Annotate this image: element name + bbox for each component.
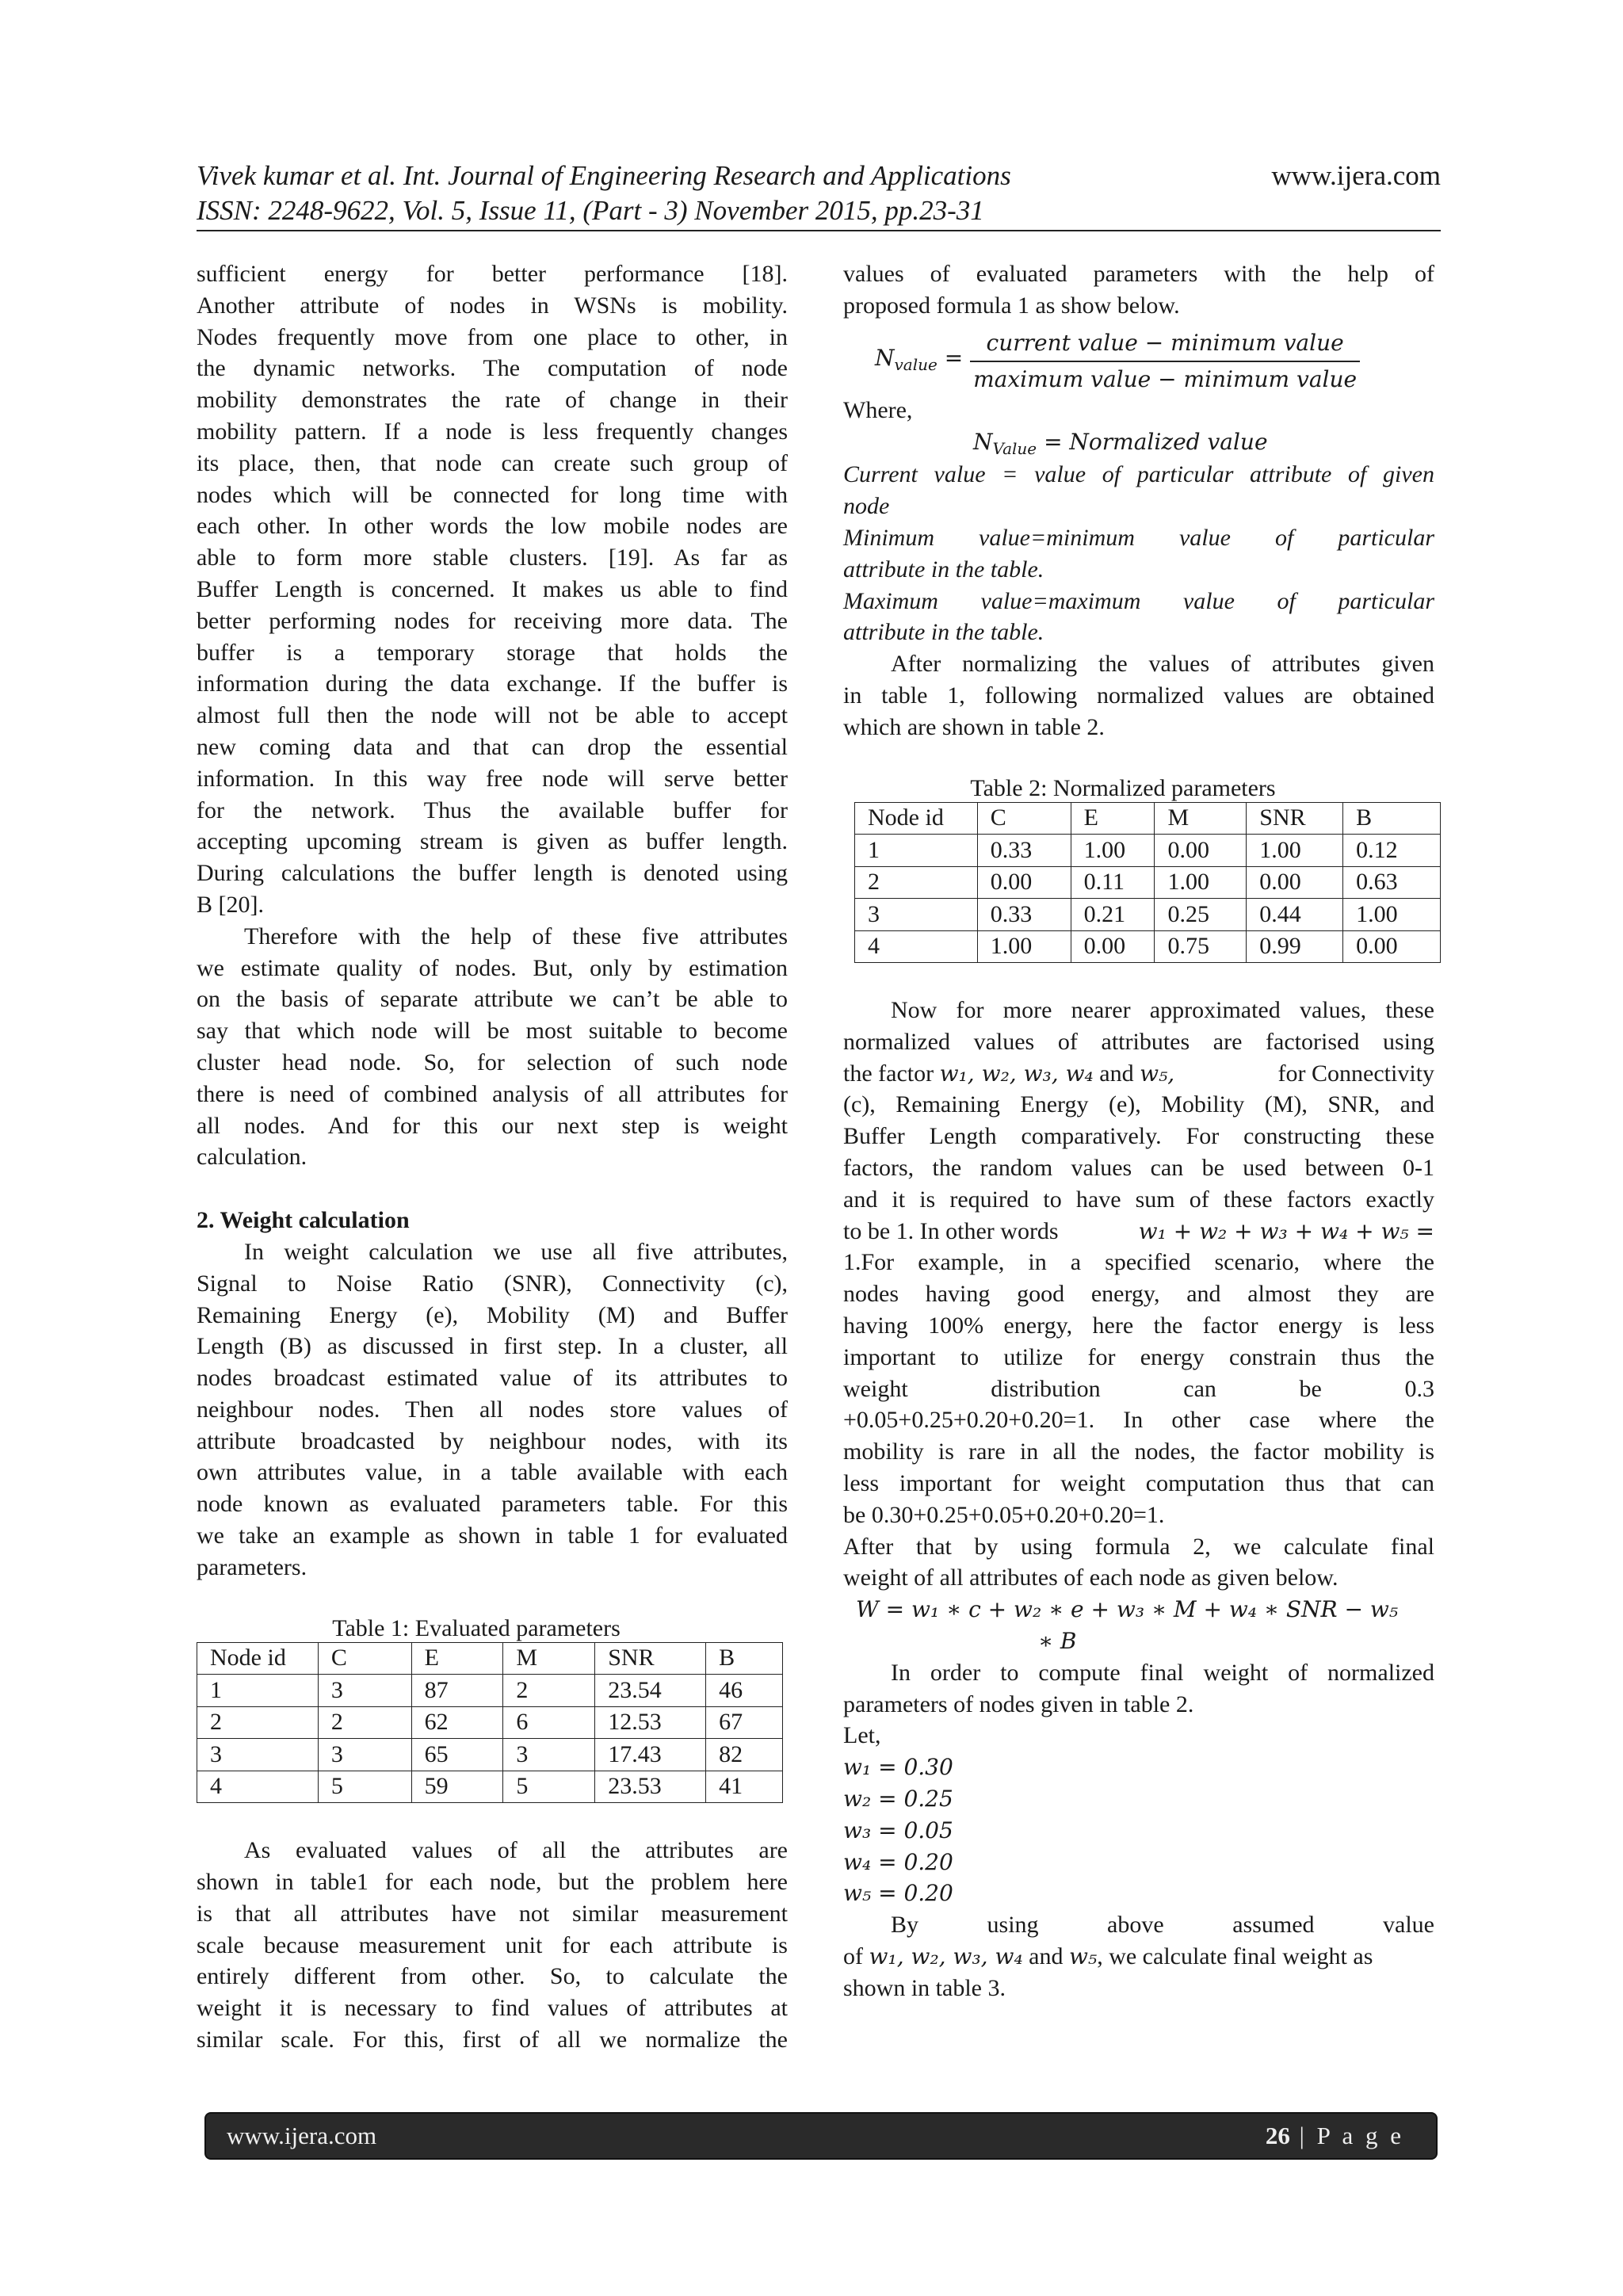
table-cell: 3 (855, 899, 978, 931)
text-line: which are shown in table 2. (843, 713, 1105, 740)
formula1-eq: = (944, 344, 964, 371)
table-cell: 82 (706, 1739, 783, 1771)
text-line: say that which node will be most suitable to become (197, 1018, 788, 1045)
text-line: Signal to Noise Ratio (SNR), Connectivity (c), (197, 1270, 788, 1297)
formula1-numerator: current value − minimum value (970, 326, 1360, 362)
table-header-row (855, 802, 1441, 835)
text-line: its place, then, that node can create such group of (197, 449, 788, 476)
text-line: In order to compute final weight of normalized (891, 1659, 1434, 1686)
formula2-line1: W = w₁ ∗ c + w₂ ∗ e + w₃ ∗ M + w₄ ∗ SNR − w₅ (856, 1596, 1399, 1623)
footer-site: www.ijera.com (227, 2122, 377, 2149)
text-line: After normalizing the values of attributes given (891, 651, 1434, 678)
text-line: Maximum value=maximum value of particular (843, 587, 1434, 614)
text-line: scale because measurement unit for each attribute is (197, 1931, 788, 1958)
text-line: normalized values of attributes are factorised using (843, 1028, 1434, 1055)
right-paragraph-1 (843, 258, 1434, 322)
table-cell: 1.00 (1155, 866, 1247, 899)
table-row (197, 1771, 783, 1803)
left-paragraph-3 (197, 1236, 788, 1584)
table-cell: 1.00 (1343, 899, 1441, 931)
page-number-value: 26 (1265, 2122, 1290, 2149)
text-line-mixed (843, 1941, 1434, 1973)
table-header-cell: M (1155, 802, 1247, 835)
table-cell: 0.44 (1247, 899, 1343, 931)
text-fragment: for Connectivity (1277, 1060, 1434, 1087)
table-cell: 2 (197, 1706, 319, 1739)
text-line: having 100% energy, here the factor energy is less (843, 1312, 1434, 1339)
text-line: attribute in the table. (843, 619, 1044, 646)
table-cell: 23.54 (595, 1675, 706, 1707)
text-line: attribute broadcasted by neighbour nodes, with its (197, 1427, 788, 1454)
nvalue-rhs: = Normalized value (1044, 429, 1268, 456)
weight-factor-w5: w₅, (1140, 1060, 1175, 1087)
formula1-lhs-sub: value (894, 354, 938, 374)
text-line: By using above assumed value (891, 1912, 1434, 1939)
right-paragraph-4 (843, 1531, 1434, 1595)
table-cell: 0.75 (1155, 930, 1247, 963)
table-cell: 17.43 (595, 1739, 706, 1771)
text-line: similar scale. For this, first of all we normalize the (197, 2026, 788, 2053)
let-label: Let, (843, 1722, 881, 1749)
table-header-row (197, 1642, 783, 1675)
text-line: mobility pattern. If a node is less frequently changes (197, 418, 788, 445)
table-header-cell: B (706, 1642, 783, 1675)
text-line: almost full then the node will not be able to accept (197, 702, 788, 729)
table-cell: 67 (706, 1706, 783, 1739)
text-line: in table 1, following normalized values are obtained (843, 682, 1434, 709)
right-paragraph-5 (843, 1657, 1434, 1721)
where-label: Where, (843, 396, 913, 423)
table-cell: 0.12 (1343, 835, 1441, 867)
text-line: shown in table 3. (843, 1974, 1006, 2001)
table-cell: 1.00 (977, 930, 1071, 963)
text-line: able to form more stable clusters. [19]. As far as (197, 544, 788, 571)
table-cell: 6 (503, 1706, 595, 1739)
table2-caption: Table 2: Normalized parameters (970, 774, 1276, 801)
issn-line: ISSN: 2248-9622, Vol. 5, Issue 11, (Part - 3) November 2015, pp.23-31 (197, 195, 984, 226)
table-row (855, 930, 1441, 963)
right-paragraph-2 (843, 648, 1434, 743)
weight-value: w₃ = 0.05 (843, 1817, 953, 1843)
text-line: values of evaluated parameters with the help of (843, 261, 1434, 287)
nvalue-definition (843, 426, 1434, 459)
text-line: (c), Remaining Energy (e), Mobility (M), SNR, and (843, 1091, 1434, 1118)
left-column (197, 258, 788, 2056)
table-cell: 65 (411, 1739, 503, 1771)
table-cell: 2 (855, 866, 978, 899)
table-row (197, 1706, 783, 1739)
table-cell: 23.53 (595, 1771, 706, 1803)
text-line: shown in table1 for each node, but the problem here (197, 1868, 788, 1895)
formula2-line2: ∗ B (1038, 1628, 1077, 1654)
text-line: factors, the random values can be used between 0-1 (843, 1155, 1434, 1182)
nvalue-lhs: N (973, 429, 993, 456)
header-site: www.ijera.com (1271, 160, 1441, 191)
text-line: mobility is rare in all the nodes, the factor mobility is (843, 1438, 1434, 1465)
text-line: B [20]. (197, 891, 264, 918)
table-cell: 4 (197, 1771, 319, 1803)
text-line: and it is required to have sum of these factors exactly (843, 1186, 1434, 1213)
formula1-denominator: maximum value − minimum value (973, 365, 1358, 392)
table-cell: 0.00 (1071, 930, 1155, 963)
formula1-fraction (970, 326, 1360, 397)
table-row (855, 835, 1441, 867)
table-cell: 1.00 (1247, 835, 1343, 867)
weight-w5-math: w₅ (1069, 1943, 1098, 1969)
text-line: better performing nodes for receiving more data. The (197, 607, 788, 634)
page-number (1266, 2122, 1404, 2150)
text-line: important to utilize for energy constrain thus the (843, 1343, 1434, 1370)
text-line: weight it is necessary to find values of attributes at (197, 1995, 788, 2022)
table-cell: 41 (706, 1771, 783, 1803)
text-line: the dynamic networks. The computation of node (197, 355, 788, 382)
left-paragraph-4 (197, 1835, 788, 2056)
text-line: nodes having good energy, and almost they are (843, 1281, 1434, 1308)
table-cell: 0.11 (1071, 866, 1155, 899)
text-line: entirely different from other. So, to calculate the (197, 1963, 788, 1990)
text-fragment: , we calculate final weight as (1097, 1943, 1373, 1969)
table-row (197, 1739, 783, 1771)
right-paragraph-3 (843, 995, 1434, 1531)
table-cell: 4 (855, 930, 978, 963)
section-heading: 2. Weight calculation (197, 1207, 410, 1234)
text-fragment: to be 1. In other words (843, 1217, 1059, 1244)
table-row (855, 899, 1441, 931)
text-line: proposed formula 1 as show below. (843, 292, 1180, 319)
table-cell: 3 (503, 1739, 595, 1771)
table-cell: 0.00 (1247, 866, 1343, 899)
text-line: information during the data exchange. If the buffer is (197, 670, 788, 697)
text-line: on the basis of separate attribute we can’t be able to (197, 986, 788, 1013)
table-cell: 0.33 (977, 835, 1071, 867)
text-line: is that all attributes have not similar measurement (197, 1900, 788, 1927)
text-line: nodes broadcast estimated value of its attributes to (197, 1365, 788, 1392)
text-line: node known as evaluated parameters table. For this (197, 1491, 788, 1518)
text-line: for the network. Thus the available buffer for (197, 797, 788, 823)
text-fragment: of (843, 1943, 869, 1969)
text-line: be 0.30+0.25+0.05+0.20+0.20=1. (843, 1501, 1165, 1528)
weights-list (843, 1752, 1434, 1909)
weight-factors-math: w₁, w₂, w₃, w₄ (939, 1060, 1094, 1087)
text-line: Now for more nearer approximated values, these (891, 997, 1434, 1024)
page-label: | P a g e (1289, 2122, 1404, 2149)
text-line: During calculations the buffer length is denoted using (197, 860, 788, 887)
text-line: less important for weight computation thus that can (843, 1470, 1434, 1497)
table-cell: 0.33 (977, 899, 1071, 931)
table-cell: 0.63 (1343, 866, 1441, 899)
text-line: sufficient energy for better performance [18]. (197, 261, 788, 287)
right-paragraph-6 (843, 1909, 1434, 2004)
table-cell: 1 (197, 1675, 319, 1707)
text-line: Buffer Length comparatively. For constructing these (843, 1123, 1434, 1150)
table-header-cell: Node id (197, 1642, 319, 1675)
table-header-cell: SNR (595, 1642, 706, 1675)
table-header-cell: M (503, 1642, 595, 1675)
table1 (197, 1642, 783, 1804)
text-line: each other. In other words the low mobile nodes are (197, 513, 788, 540)
table-cell: 62 (411, 1706, 503, 1739)
text-line: new coming data and that can drop the essential (197, 733, 788, 760)
text-fragment: and (1093, 1060, 1140, 1087)
page-header (197, 155, 1441, 231)
text-line: mobility demonstrates the rate of change in their (197, 387, 788, 414)
formula1-lhs: N (875, 344, 895, 371)
text-line: own attributes value, in a table available with each (197, 1459, 788, 1486)
text-line: parameters of nodes given in table 2. (843, 1690, 1194, 1717)
table-header-cell: C (318, 1642, 411, 1675)
text-line: In weight calculation we use all five attributes, (244, 1238, 788, 1265)
weight-value: w₂ = 0.25 (843, 1785, 953, 1812)
table-cell: 0.00 (1155, 835, 1247, 867)
table-cell: 5 (503, 1771, 595, 1803)
table-cell: 0.25 (1155, 899, 1247, 931)
text-line: accepting upcoming stream is given as buffer length. (197, 828, 788, 855)
table-header-cell: B (1343, 802, 1441, 835)
nvalue-lhs-sub: Value (992, 439, 1037, 459)
text-fragment: the factor (843, 1060, 940, 1087)
weight-sum-math: w₁ + w₂ + w₃ + w₄ + w₅ = (1138, 1217, 1434, 1244)
table-cell: 5 (318, 1771, 411, 1803)
text-line: As evaluated values of all the attributes are (244, 1837, 788, 1864)
text-line: Therefore with the help of these five attributes (244, 923, 788, 949)
text-line: weight distribution can be 0.3 (843, 1375, 1434, 1402)
table1-caption: Table 1: Evaluated parameters (332, 1614, 621, 1641)
text-line: weight of all attributes of each node as given below. (843, 1564, 1338, 1591)
text-line-sum (843, 1216, 1434, 1247)
text-line: nodes which will be connected for long time with (197, 481, 788, 508)
table-header-cell: C (977, 802, 1071, 835)
formula-2 (843, 1594, 1434, 1657)
text-line: attribute in the table. (843, 556, 1044, 583)
text-line: information. In this way free node will serve better (197, 765, 788, 792)
table-header-cell: E (411, 1642, 503, 1675)
text-line: Another attribute of nodes in WSNs is mobility. (197, 292, 788, 319)
table-header-cell: E (1071, 802, 1155, 835)
table-cell: 0.21 (1071, 899, 1155, 931)
text-line-factor (843, 1058, 1434, 1090)
journal-line: Vivek kumar et al. Int. Journal of Engineering Research and Applications (197, 160, 1011, 191)
formula-1 (843, 322, 1434, 395)
left-paragraph-1 (197, 258, 788, 921)
text-line: node (843, 493, 890, 520)
table-row (197, 1675, 783, 1707)
table-cell: 87 (411, 1675, 503, 1707)
text-line: Length (B) as discussed in first step. In a cluster, all (197, 1333, 788, 1360)
text-line: Nodes frequently move from one place to other, in (197, 323, 788, 350)
table-cell: 2 (503, 1675, 595, 1707)
table-cell: 46 (706, 1675, 783, 1707)
weight-value: w₅ = 0.20 (843, 1880, 953, 1907)
left-paragraph-2 (197, 921, 788, 1173)
text-line: After that by using formula 2, we calculate final (843, 1533, 1434, 1560)
weight-value: w₁ = 0.30 (843, 1754, 953, 1781)
right-column (843, 258, 1434, 2004)
text-line: neighbour nodes. Then all nodes store values of (197, 1396, 788, 1423)
definitions (843, 459, 1434, 648)
text-line: parameters. (197, 1553, 307, 1580)
text-line: we take an example as shown in table 1 for evaluated (197, 1522, 788, 1549)
text-line: buffer is a temporary storage that holds the (197, 639, 788, 666)
text-line: all nodes. And for this our next step is weight (197, 1112, 788, 1139)
table-cell: 1.00 (1071, 835, 1155, 867)
text-fragment: and (1022, 1943, 1069, 1969)
text-line: 1.For example, in a specified scenario, where the (843, 1249, 1434, 1276)
table-cell: 3 (318, 1675, 411, 1707)
table2 (854, 802, 1441, 964)
table-header-cell: SNR (1247, 802, 1343, 835)
text-line: cluster head node. So, for selection of such node (197, 1049, 788, 1075)
table-header-cell: Node id (855, 802, 978, 835)
text-line: Current value = value of particular attribute of given (843, 461, 1434, 488)
text-line: Minimum value=minimum value of particular (843, 524, 1434, 551)
table-cell: 1 (855, 835, 978, 867)
text-line: Remaining Energy (e), Mobility (M) and Buffer (197, 1301, 788, 1328)
text-line: calculation. (197, 1144, 307, 1171)
table-cell: 0.00 (1343, 930, 1441, 963)
weight-value: w₄ = 0.20 (843, 1848, 953, 1875)
text-line: +0.05+0.25+0.20+0.20=1. In other case where the (843, 1407, 1434, 1434)
text-line: there is need of combined analysis of all attributes for (197, 1080, 788, 1107)
table-cell: 12.53 (595, 1706, 706, 1739)
table-row (855, 866, 1441, 899)
table-cell: 0.00 (977, 866, 1071, 899)
table-cell: 3 (197, 1739, 319, 1771)
table-cell: 2 (318, 1706, 411, 1739)
text-line: Buffer Length is concerned. It makes us able to find (197, 575, 788, 602)
weights-math: w₁, w₂, w₃, w₄ (869, 1943, 1023, 1969)
table-cell: 59 (411, 1771, 503, 1803)
page-footer (204, 2112, 1438, 2160)
table-cell: 0.99 (1247, 930, 1343, 963)
table-cell: 3 (318, 1739, 411, 1771)
text-line: we estimate quality of nodes. But, only by estimation (197, 954, 788, 981)
